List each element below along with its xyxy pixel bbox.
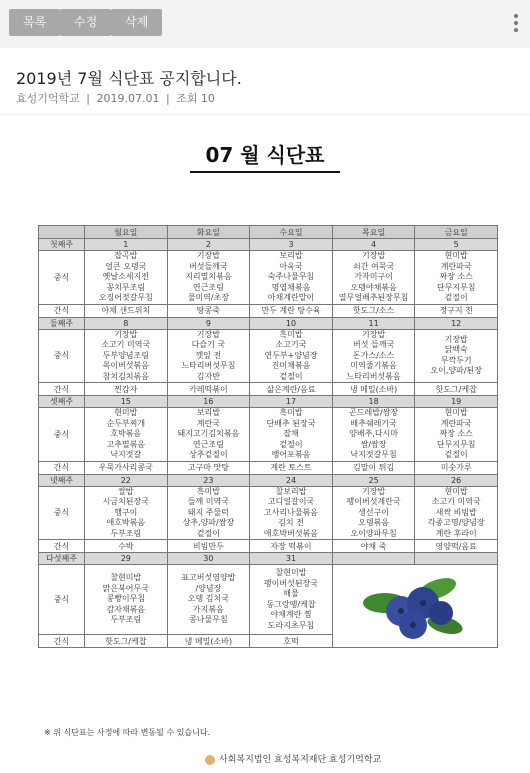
menu-item: 감자채볶음 <box>106 604 146 614</box>
day-header: 월요일 <box>85 226 168 239</box>
menu-item: 소고기 미역국 <box>101 340 151 349</box>
menu-item: 보리밥 <box>196 408 220 417</box>
brand-name: 사회복지법인 효성복지재단 효성기억학교 <box>219 755 382 765</box>
date-cell: 11 <box>332 317 415 329</box>
menu-item: 돼지고기김치볶음 <box>177 429 240 438</box>
menu-item: 얼큰 오뎅국 <box>105 261 147 271</box>
menu-item: 기장밥 <box>196 329 220 339</box>
meal-row <box>39 486 498 540</box>
menu-item: 아채계란말이 <box>267 293 315 302</box>
menu-item: 미역줄기볶음 <box>350 361 397 370</box>
date-cell: 8 <box>85 317 168 329</box>
menu-item: 낙지젓갈 <box>110 450 142 459</box>
week-row <box>39 396 498 408</box>
menu-item: 단배추 된장국 <box>266 418 316 428</box>
menu-item: 오징어젓갈무침 <box>98 293 153 302</box>
week-row <box>39 317 498 329</box>
menu-item: 닭백숙 <box>444 345 468 355</box>
menu-item: 김자반 <box>196 371 220 381</box>
date-cell: 23 <box>167 474 250 486</box>
menu-item: 현미밥 <box>114 408 138 417</box>
date-cell: 12 <box>415 317 498 329</box>
toolbar-bar <box>0 0 530 48</box>
menu-item: 찰현미밥 <box>110 573 142 583</box>
snack-cell: 카레떡볶이 <box>167 383 250 396</box>
menu-item: 잡채 <box>283 429 299 438</box>
snack-row <box>39 304 498 317</box>
snack-cell: 미숫가루 <box>415 461 498 474</box>
meal-row <box>39 565 498 635</box>
snack-cell: 정구지 전 <box>415 304 498 317</box>
snack-cell: 우묵가사리콩국 <box>85 461 168 474</box>
snack-label: 간식 <box>39 304 85 317</box>
menu-item: 기장밥 <box>361 329 386 339</box>
menu-item: 맑은북어무국 <box>102 583 149 593</box>
menu-item: 참치김치볶음 <box>102 371 149 381</box>
post-views: 조회 10 <box>176 92 215 105</box>
date-cell: 22 <box>85 474 168 486</box>
menu-item: 기장밥 <box>114 329 138 339</box>
date-cell: 2 <box>167 239 250 251</box>
menu-item: 흑미밥 <box>196 486 220 496</box>
meal-cell <box>250 251 333 305</box>
menu-item: 오뎅야채볶음 <box>350 282 397 292</box>
menu-item: 진미채볶음 <box>271 361 311 370</box>
menu-item: 고추멸볶음 <box>106 439 146 449</box>
snack-cell: 땅콩죽 <box>167 304 250 317</box>
meal-cell <box>167 486 250 540</box>
brand-footer <box>205 752 381 765</box>
menu-item: 잡곡밥 <box>114 251 138 260</box>
menu-item: 기장밥 <box>361 486 386 496</box>
menu-item: 짜장 소스 <box>439 272 473 281</box>
post-meta <box>16 90 218 106</box>
meal-cell <box>332 408 415 462</box>
snack-cell: 냉 메밀(소바) <box>332 383 415 396</box>
menu-title-underline <box>190 171 340 173</box>
menu-item: 보리밥 <box>279 251 303 260</box>
menu-item: 콩나물무침 <box>189 615 228 625</box>
menu-item: 순두부찌개 <box>106 418 146 428</box>
menu-item: 배추쉐레기국 <box>350 418 397 428</box>
menu-item: 돈가스/소스 <box>352 350 395 360</box>
menu-item: 아욱국 <box>279 261 303 271</box>
snack-cell: 아채 샌드위치 <box>85 304 168 317</box>
menu-item: 표고버섯영양밥 <box>181 573 236 583</box>
menu-item: 현미밥 <box>444 251 468 260</box>
meal-row <box>39 329 498 383</box>
post-date: 2019.07.01 <box>96 92 160 105</box>
menu-item: 겉절이 <box>196 528 220 538</box>
menu-item: 두부양념조림 <box>102 350 149 360</box>
meal-cell <box>85 329 168 383</box>
week-label: 둘째주 <box>39 317 85 329</box>
menu-item: 숙주나물무침 <box>267 272 315 281</box>
meal-cell <box>332 486 415 540</box>
day-header-row <box>39 226 498 239</box>
menu-item: 열무얼배추된장무침 <box>338 293 409 302</box>
menu-item: 뱅어포볶음 <box>271 450 311 459</box>
menu-item: 버섯 들깨국 <box>352 340 395 349</box>
snack-cell: 냉 메밀(소바) <box>167 635 250 648</box>
menu-item: 새싹 비빔밥 <box>435 507 477 517</box>
meal-cell <box>250 565 333 635</box>
meal-cell <box>250 486 333 540</box>
menu-item: /양념장 <box>195 583 222 593</box>
snack-cell: 삶은계란/음료 <box>250 383 333 396</box>
menu-item: 기장밥 <box>361 251 386 260</box>
day-header: 화요일 <box>167 226 250 239</box>
meal-cell <box>167 329 250 383</box>
meta-separator: | <box>165 92 170 105</box>
menu-item: 상추,양파/쌈장 <box>182 518 235 527</box>
menu-item: 겉절이 <box>444 450 468 459</box>
meal-label: 중식 <box>39 408 85 462</box>
snack-label: 간식 <box>39 383 85 396</box>
menu-item: 양배추,다시마 <box>349 429 399 438</box>
meal-cell <box>85 408 168 462</box>
date-cell: 15 <box>85 396 168 408</box>
toolbar <box>0 0 530 48</box>
menu-item: 흑미밥 <box>279 408 303 417</box>
post-title: 2019년 7월 식단표 공지합니다. <box>16 69 242 88</box>
menu-item: 버섯들깨국 <box>189 261 228 271</box>
post-author[interactable]: 효성기억학교 <box>16 92 80 105</box>
snack-cell: 김말이 튀김 <box>332 461 415 474</box>
week-row <box>39 239 498 251</box>
meal-cell <box>85 251 168 305</box>
snack-label: 간식 <box>39 635 85 648</box>
menu-item: 각종고명/양념장 <box>427 518 485 527</box>
date-cell: 19 <box>415 396 498 408</box>
menu-item: 소고기국 <box>275 340 307 349</box>
meal-label: 중식 <box>39 251 85 305</box>
snack-row <box>39 540 498 553</box>
empty-cell <box>332 553 415 565</box>
menu-item: 목이버섯볶음 <box>102 361 149 370</box>
date-cell: 16 <box>167 396 250 408</box>
date-cell: 10 <box>250 317 333 329</box>
menu-item: 팽이버섯계란국 <box>346 497 401 506</box>
week-label: 셋째주 <box>39 396 85 408</box>
menu-item: 명엽채볶음 <box>271 282 311 292</box>
menu-item: 소고기 미역국 <box>431 497 481 506</box>
meal-cell <box>415 329 498 383</box>
menu-item: 오이,양파/된장 <box>430 366 482 376</box>
date-cell: 4 <box>332 239 415 251</box>
menu-item: 곤드레밥/쌈장 <box>349 408 399 417</box>
meal-cell <box>85 565 168 635</box>
meal-row <box>39 408 498 462</box>
menu-item: 들깨 미역국 <box>187 497 229 506</box>
snack-row <box>39 383 498 396</box>
date-cell: 31 <box>250 553 333 565</box>
menu-item: 찰현미밥 <box>275 568 307 577</box>
menu-item: 오뎅볶음 <box>358 518 390 527</box>
menu-table <box>38 225 498 648</box>
snack-cell: 찐감자 <box>85 383 168 396</box>
meal-cell <box>167 251 250 305</box>
date-cell: 9 <box>167 317 250 329</box>
meal-cell <box>332 251 415 305</box>
fruit-picture <box>332 565 497 648</box>
menu-item: 계란 후라이 <box>435 528 477 538</box>
snack-cell: 비빔만두 <box>167 540 250 553</box>
menu-item: 시금치된장국 <box>102 497 149 506</box>
meal-cell <box>415 408 498 462</box>
menu-item: 고디얼갈이국 <box>267 497 315 506</box>
meal-cell <box>85 486 168 540</box>
menu-item: 돼지 주물럭 <box>187 507 229 517</box>
menu-item: 연근조림 <box>192 439 224 449</box>
menu-item: 지리멸치볶음 <box>185 272 232 281</box>
meal-cell <box>415 486 498 540</box>
menu-item: 느타리버섯무침 <box>181 361 236 370</box>
week-row <box>39 474 498 486</box>
meal-cell <box>415 251 498 305</box>
menu-item: 햄구이 <box>114 507 138 517</box>
menu-item: 오이양파무침 <box>350 528 397 538</box>
menu-item: 가자미구이 <box>354 272 393 281</box>
snack-cell: 야채 죽 <box>332 540 415 553</box>
day-header: 금요일 <box>415 226 498 239</box>
menu-item: 다슬기 국 <box>191 340 226 349</box>
empty-cell <box>415 553 498 565</box>
menu-item: 기장밥 <box>444 334 468 344</box>
date-cell: 5 <box>415 239 498 251</box>
menu-item: 동그랑땡/케찹 <box>266 599 316 609</box>
snack-cell: 핫도그/케찹 <box>85 635 168 648</box>
meal-cell <box>250 408 333 462</box>
menu-item: 기장밥 <box>196 251 220 260</box>
menu-item: 애호박볶음 <box>106 518 146 527</box>
menu-item: 콩빵이무침 <box>106 594 146 604</box>
menu-item: 계란국 <box>196 418 220 428</box>
snack-cell: 수박 <box>85 540 168 553</box>
snack-cell: 호떡 <box>250 635 333 648</box>
delete-button[interactable]: 삭제 <box>111 9 162 36</box>
date-cell: 3 <box>250 239 333 251</box>
menu-item: 팽이버섯된장국 <box>263 578 319 588</box>
menu-item: 쌈/쌈장 <box>360 439 387 449</box>
menu-document-image <box>0 115 530 773</box>
meal-cell <box>167 408 250 462</box>
menu-item: 도라지초무침 <box>267 620 315 630</box>
menu-item: 가지볶음 <box>192 604 224 614</box>
menu-item: 겉절이 <box>279 371 303 381</box>
menu-item: 계란파국 <box>440 261 472 271</box>
menu-item: 연근조림 <box>192 282 224 292</box>
menu-item: 무깍두기 <box>440 355 472 365</box>
menu-item: 겉절이 <box>279 439 303 449</box>
meta-separator: | <box>86 92 90 105</box>
menu-item: 낙지젓갈무침 <box>350 450 397 459</box>
date-cell: 25 <box>332 474 415 486</box>
menu-item: 옛날소세지전 <box>102 272 149 281</box>
snack-cell: 고구마 맛탕 <box>167 461 250 474</box>
menu-title: 07 월 식단표 <box>205 143 325 167</box>
date-cell: 18 <box>332 396 415 408</box>
more-options-icon[interactable] <box>514 14 518 35</box>
menu-item: 단무지무침 <box>436 439 476 449</box>
meal-row <box>39 251 498 305</box>
menu-item: 계란파국 <box>440 418 472 428</box>
menu-item: 연두부+양념장 <box>264 350 318 360</box>
menu-item: 쌀밥 <box>118 486 134 496</box>
snack-cell: 자장 떡볶이 <box>250 540 333 553</box>
menu-item: 현미밥 <box>444 408 468 417</box>
brand-logo-icon <box>205 755 215 765</box>
menu-item: 깻잎 전 <box>195 350 222 360</box>
menu-item: 겉절이 <box>444 293 468 302</box>
meal-label: 중식 <box>39 329 85 383</box>
blueberry-icon <box>345 565 485 645</box>
snack-label: 간식 <box>39 540 85 553</box>
meal-cell <box>332 329 415 383</box>
day-header: 목요일 <box>332 226 415 239</box>
day-header: 수요일 <box>250 226 333 239</box>
week-label: 첫째주 <box>39 239 85 251</box>
meal-label: 중식 <box>39 565 85 635</box>
edit-button[interactable]: 수정 <box>60 9 111 36</box>
snack-label: 간식 <box>39 461 85 474</box>
menu-item: 쇠간 여묵국 <box>352 261 395 271</box>
meal-label: 중식 <box>39 486 85 540</box>
menu-item: 찰보리밥 <box>275 486 307 496</box>
week-label: 넷째주 <box>39 474 85 486</box>
date-cell: 24 <box>250 474 333 486</box>
menu-item: 해물 <box>283 589 299 598</box>
snack-cell: 핫도그/케찹 <box>415 383 498 396</box>
date-cell: 1 <box>85 239 168 251</box>
snack-cell: 만두 계란 탕수육 <box>250 304 333 317</box>
footnote: ※ 위 식단표는 사정에 따라 변동될 수 있습니다. <box>44 728 211 737</box>
snack-row <box>39 461 498 474</box>
menu-item: 느타리버섯볶음 <box>346 371 401 381</box>
menu-item: 흑미밥 <box>279 329 303 339</box>
menu-item: 물미역/초장 <box>187 293 230 302</box>
date-cell: 29 <box>85 553 168 565</box>
menu-item: 꽁치무조림 <box>106 282 146 292</box>
menu-item: 야채계란 찜 <box>270 610 312 619</box>
menu-item: 상추겉절이 <box>189 450 228 459</box>
date-cell: 30 <box>167 553 250 565</box>
menu-item: 짜장 소스 <box>439 429 473 438</box>
corner-cell <box>39 226 85 239</box>
date-cell: 17 <box>250 396 333 408</box>
menu-item: 현미밥 <box>444 486 468 496</box>
snack-cell: 영양떡/음료 <box>415 540 498 553</box>
meal-cell <box>250 329 333 383</box>
menu-item: 단무지무침 <box>436 282 476 292</box>
date-cell: 26 <box>415 474 498 486</box>
snack-cell: 핫도그/소스 <box>332 304 415 317</box>
menu-item: 호박볶음 <box>110 429 142 438</box>
menu-item: 두부조림 <box>110 528 142 538</box>
menu-item: 애호박버섯볶음 <box>263 528 319 538</box>
menu-item: 김치 전 <box>278 518 304 527</box>
week-label: 다섯째주 <box>39 553 85 565</box>
meal-cell <box>167 565 250 635</box>
list-button[interactable]: 목록 <box>9 9 60 36</box>
snack-cell: 계란 토스트 <box>250 461 333 474</box>
menu-item: 고사리나물볶음 <box>263 507 319 517</box>
menu-item: 생선구이 <box>358 507 390 517</box>
menu-item: 오뎅 김치국 <box>187 594 229 604</box>
week-row <box>39 553 498 565</box>
menu-item: 두부조림 <box>110 615 142 625</box>
